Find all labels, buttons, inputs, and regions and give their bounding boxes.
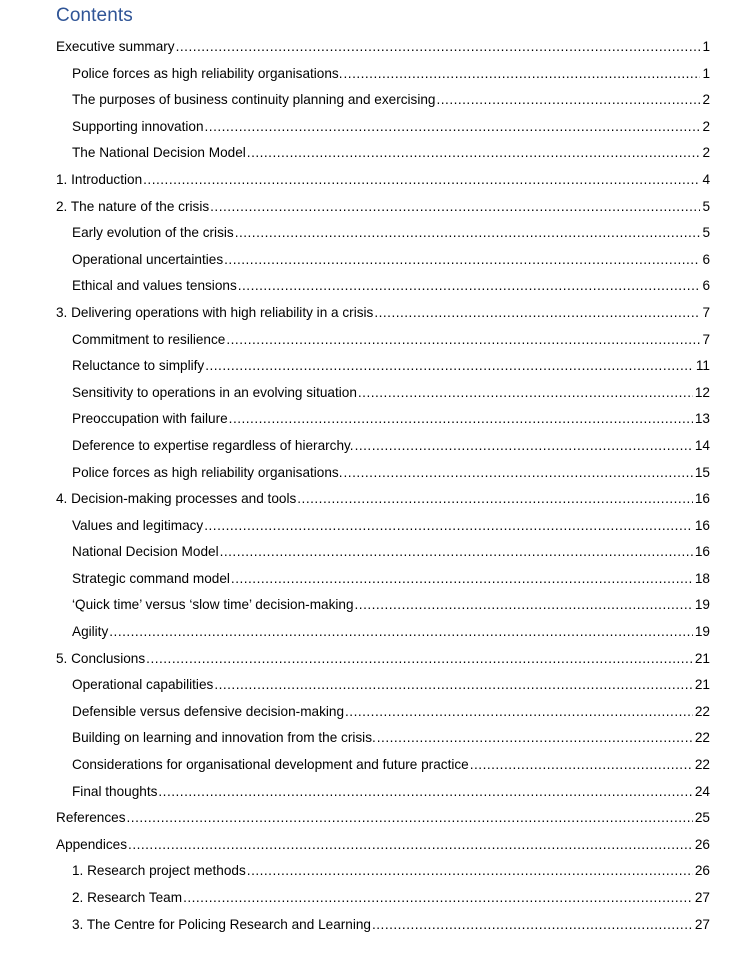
toc-dot-leader (127, 805, 693, 832)
toc-entry[interactable] (72, 566, 710, 593)
toc-entry-page-number: 7 (702, 331, 710, 347)
toc-entry-page-number: 16 (694, 517, 710, 533)
toc-entry[interactable] (56, 805, 710, 832)
toc-entry[interactable] (72, 592, 710, 619)
toc-entry-title: ‘Quick time’ versus ‘slow time’ decision-making (72, 597, 354, 613)
toc-entry-title: 2. The nature of the crisis (56, 198, 210, 214)
table-of-contents (0, 34, 753, 938)
toc-entry-page-number: 16 (694, 544, 710, 560)
contents-heading: Contents (56, 5, 133, 26)
toc-entry[interactable] (72, 433, 710, 460)
toc-entry-title: Early evolution of the crisis (72, 225, 234, 241)
toc-entry[interactable] (56, 167, 710, 194)
toc-entry[interactable] (56, 646, 710, 673)
toc-entry-title: 4. Decision-making processes and tools (56, 491, 297, 507)
toc-entry-page-number: 24 (694, 783, 710, 799)
toc-entry-page-number: 12 (694, 384, 710, 400)
toc-dot-leader (344, 61, 700, 88)
toc-entry-page-number: 16 (694, 491, 710, 507)
toc-entry[interactable] (72, 406, 710, 433)
toc-entry[interactable] (72, 87, 710, 114)
toc-dot-leader (128, 832, 693, 859)
toc-entry[interactable] (56, 194, 710, 221)
toc-entry[interactable] (72, 619, 710, 646)
toc-entry-title: Strategic command model (72, 570, 230, 586)
toc-entry-page-number: 1 (702, 65, 710, 81)
toc-entry-title: Building on learning and innovation from the crisis. (72, 730, 376, 746)
toc-entry-page-number: 6 (702, 278, 710, 294)
toc-entry-title: Police forces as high reliability organisations. (72, 65, 343, 81)
toc-entry[interactable] (72, 220, 710, 247)
toc-entry[interactable] (72, 513, 710, 540)
toc-entry-title: The purposes of business continuity planning and exercising (72, 92, 436, 108)
toc-dot-leader (204, 513, 693, 540)
toc-entry[interactable] (56, 832, 710, 859)
toc-dot-leader (355, 433, 693, 460)
toc-dot-leader (344, 460, 693, 487)
toc-entry-page-number: 22 (694, 703, 710, 719)
toc-entry-page-number: 19 (694, 624, 710, 640)
toc-entry-title: Police forces as high reliability organisations. (72, 464, 343, 480)
toc-entry-page-number: 27 (694, 890, 710, 905)
toc-entry-title: 1. Research project methods (72, 863, 246, 879)
toc-entry-title: Ethical and values tensions (72, 278, 237, 294)
toc-entry[interactable] (72, 273, 710, 300)
toc-dot-leader (224, 247, 700, 274)
toc-entry-title: Supporting innovation (72, 118, 204, 134)
toc-entry-title: National Decision Model (72, 544, 219, 560)
toc-entry-page-number: 2 (702, 118, 710, 134)
toc-entry-page-number: 5 (702, 225, 710, 241)
toc-dot-leader (297, 486, 693, 513)
toc-dot-leader (231, 566, 693, 593)
toc-dot-leader (205, 353, 694, 380)
toc-entry-page-number: 21 (694, 650, 710, 666)
toc-entry-page-number: 26 (694, 836, 710, 852)
toc-entry-title: 5. Conclusions (56, 650, 146, 666)
toc-entry-title: Preoccupation with failure (72, 411, 228, 427)
toc-dot-leader (226, 327, 700, 354)
toc-dot-leader (355, 592, 693, 619)
toc-entry-page-number: 15 (694, 464, 710, 480)
toc-entry-title: Defensible versus defensive decision-making (72, 703, 345, 719)
toc-entry-page-number: 2 (702, 145, 710, 161)
toc-entry-title: 1. Introduction (56, 171, 143, 187)
toc-dot-leader (238, 273, 700, 300)
toc-entry-title: 2. Research Team (72, 890, 183, 905)
toc-entry[interactable] (72, 725, 710, 752)
toc-entry-title: Deference to expertise regardless of hierarchy. (72, 437, 354, 453)
toc-entry-page-number: 1 (702, 39, 710, 54)
toc-entry[interactable] (72, 885, 710, 912)
toc-dot-leader (372, 912, 693, 939)
toc-entry-title: Values and legitimacy (72, 517, 204, 533)
toc-dot-leader (205, 114, 700, 141)
toc-entry-title: Considerations for organisational development and future practice (72, 757, 469, 773)
toc-dot-leader (109, 619, 693, 646)
toc-dot-leader (374, 300, 700, 327)
toc-dot-leader (235, 220, 700, 247)
toc-entry[interactable] (72, 672, 710, 699)
toc-entry-title: Commitment to resilience (72, 331, 226, 347)
toc-dot-leader (183, 885, 693, 912)
toc-entry-title: Appendices (56, 836, 128, 852)
toc-entry[interactable] (72, 140, 710, 167)
toc-dot-leader (345, 699, 693, 726)
toc-entry[interactable] (72, 460, 710, 487)
toc-entry-page-number: 27 (694, 916, 710, 932)
toc-entry[interactable] (72, 858, 710, 885)
toc-entry[interactable] (72, 353, 710, 380)
toc-entry-page-number: 6 (702, 251, 710, 267)
toc-entry-page-number: 25 (694, 810, 710, 826)
toc-entry[interactable] (72, 912, 710, 939)
toc-entry-page-number: 2 (702, 92, 710, 108)
toc-dot-leader (220, 539, 693, 566)
toc-dot-leader (146, 646, 693, 673)
toc-entry-title: 3. Delivering operations with high reliability in a crisis (56, 304, 374, 320)
toc-dot-leader (214, 672, 693, 699)
toc-entry[interactable] (72, 539, 710, 566)
toc-dot-leader (247, 140, 700, 167)
toc-entry-title: Reluctance to simplify (72, 358, 205, 374)
toc-entry[interactable] (72, 380, 710, 407)
toc-dot-leader (210, 194, 700, 221)
toc-entry-page-number: 26 (694, 863, 710, 879)
toc-entry-page-number: 4 (702, 171, 710, 187)
toc-dot-leader (158, 779, 692, 806)
toc-entry[interactable] (56, 486, 710, 513)
toc-entry[interactable] (72, 752, 710, 779)
toc-dot-leader (176, 34, 700, 61)
toc-entry[interactable] (72, 247, 710, 274)
toc-entry-page-number: 13 (694, 411, 710, 427)
toc-entry-page-number: 19 (694, 597, 710, 613)
toc-entry-page-number: 5 (702, 198, 710, 214)
toc-entry-title: Operational capabilities (72, 677, 214, 693)
toc-entry[interactable] (72, 779, 710, 806)
toc-entry[interactable] (72, 61, 710, 88)
toc-dot-leader (229, 406, 693, 433)
toc-dot-leader (470, 752, 693, 779)
toc-entry-page-number: 22 (694, 757, 710, 773)
toc-entry-page-number: 21 (694, 677, 710, 693)
toc-entry-title: 3. The Centre for Policing Research and Learning (72, 916, 371, 932)
toc-entry-page-number: 18 (694, 570, 710, 586)
toc-entry-page-number: 7 (702, 304, 710, 320)
toc-entry[interactable] (72, 327, 710, 354)
toc-dot-leader (143, 167, 700, 194)
toc-dot-leader (377, 725, 693, 752)
toc-entry-title: Final thoughts (72, 783, 158, 799)
toc-entry-page-number: 11 (695, 358, 710, 374)
toc-entry-page-number: 14 (694, 437, 710, 453)
toc-entry-page-number: 22 (694, 730, 710, 746)
toc-entry[interactable] (72, 114, 710, 141)
toc-entry-title: References (56, 810, 126, 826)
toc-entry-title: The National Decision Model (72, 145, 246, 161)
toc-dot-leader (358, 380, 693, 407)
toc-entry-title: Agility (72, 624, 109, 640)
toc-dot-leader (436, 87, 700, 114)
toc-entry[interactable] (56, 34, 710, 61)
toc-entry[interactable] (72, 699, 710, 726)
toc-entry-title: Sensitivity to operations in an evolving situation (72, 384, 357, 400)
toc-entry-title: Operational uncertainties (72, 251, 224, 267)
toc-dot-leader (247, 858, 693, 885)
toc-entry[interactable] (56, 300, 710, 327)
toc-entry-title: Executive summary (56, 39, 175, 54)
